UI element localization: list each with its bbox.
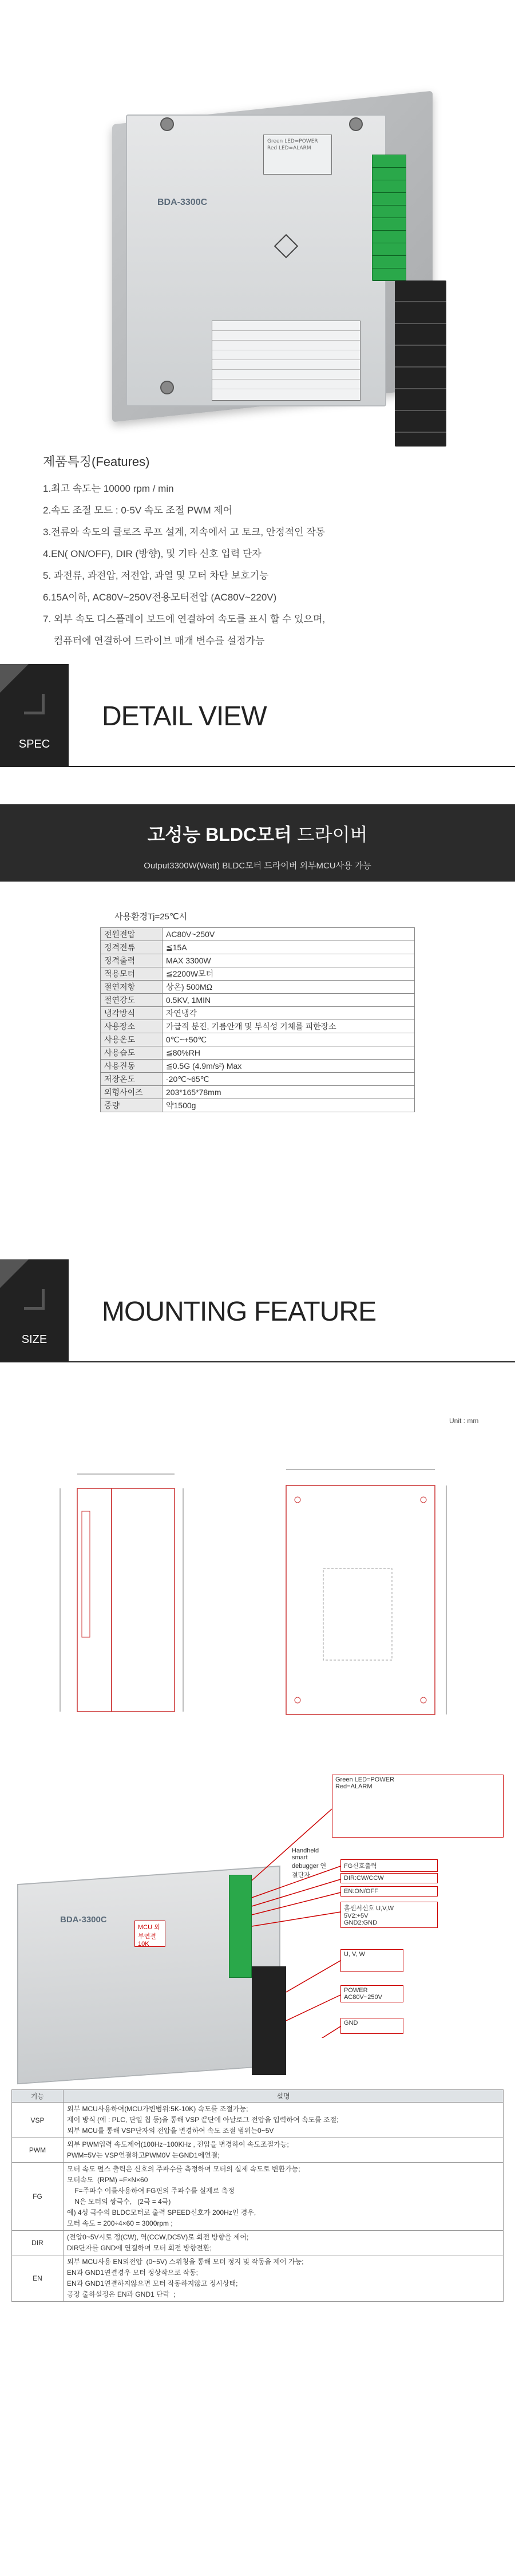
callout-led-line: Red=ALARM bbox=[335, 1783, 373, 1790]
function-row bbox=[12, 2138, 504, 2163]
function-row bbox=[12, 2103, 504, 2138]
spec-key: 사용습도 bbox=[101, 1046, 163, 1060]
function-desc-line: PWM=5V는 VSP연결하고PWM0V 는GND1에연결; bbox=[67, 2151, 220, 2159]
spec-key: 저장온도 bbox=[101, 1073, 163, 1086]
spec-value: 자연냉각 bbox=[163, 1007, 415, 1020]
callout-gnd: GND bbox=[340, 2018, 403, 2034]
wiring-photo bbox=[0, 1775, 515, 2032]
power-terminal-block bbox=[395, 280, 446, 447]
feature-item: 5. 과전류, 과전압, 저전압, 과열 및 모터 차단 보호기능 bbox=[43, 570, 269, 581]
feature-item: 컴퓨터에 연결하여 드라이브 매개 변수를 설정가능 bbox=[43, 635, 265, 646]
function-desc-line: 외부 MCU사용하여(MCU가변범위:5K-10K) 속도를 조절가능; bbox=[67, 2105, 248, 2113]
spec-row bbox=[101, 928, 415, 941]
size-badge bbox=[0, 1259, 69, 1362]
function-desc-line: 예) 4성 극수의 BLDC모터로 출력 SPEED신호가 200Hz인 경우, bbox=[67, 2208, 256, 2217]
function-desc bbox=[64, 2163, 504, 2231]
indicator-line: Red LED=ALARM bbox=[267, 145, 311, 151]
headline-thin: 드라이버 bbox=[291, 824, 368, 845]
feature-item: 7. 외부 속도 디스플레이 보드에 연결하여 속도를 표시 할 수 있으며, bbox=[43, 614, 326, 625]
callout-leader-lines bbox=[0, 1775, 515, 2038]
callout-en: EN:ON/OFF bbox=[340, 1886, 438, 1897]
callout-led-line: Green LED=POWER bbox=[335, 1776, 395, 1783]
divider bbox=[69, 766, 515, 767]
spec-key: 사용진동 bbox=[101, 1060, 163, 1073]
feature-item: 6.15A이하, AC80V~250V전용모터전압 (AC80V~220V) bbox=[43, 592, 277, 603]
function-row bbox=[12, 2255, 504, 2302]
spec-row bbox=[101, 1086, 415, 1099]
headline-title bbox=[0, 804, 515, 847]
function-row bbox=[12, 2163, 504, 2231]
spec-value: ≦2200W모터 bbox=[163, 967, 415, 981]
spec-banner bbox=[0, 664, 515, 767]
indicator-line: Green LED=POWER bbox=[267, 139, 318, 144]
features-title: 제품특징(Features) bbox=[43, 455, 150, 469]
device-model-label: BDA-3300C bbox=[157, 197, 208, 207]
spec-key: 정격출력 bbox=[101, 954, 163, 967]
function-desc bbox=[64, 2138, 504, 2163]
function-key: PWM bbox=[12, 2138, 64, 2163]
spec-row bbox=[101, 994, 415, 1007]
headline-bold: 고성능 BLDC모터 bbox=[147, 824, 292, 845]
screw-icon bbox=[160, 117, 174, 131]
screw-icon bbox=[160, 381, 174, 394]
arrow-icon bbox=[24, 694, 45, 714]
spec-value: AC80V~250V bbox=[163, 928, 415, 941]
spec-key: 사용장소 bbox=[101, 1020, 163, 1033]
spec-value: ≦15A bbox=[163, 941, 415, 954]
spec-value: 0℃~+50℃ bbox=[163, 1033, 415, 1046]
function-desc-line: N은 모터의 쌍극수, (2극 = 4극) bbox=[67, 2198, 171, 2206]
function-desc-line: F=주파수 이를사용하여 FG핀의 주파수를 실제로 측정 bbox=[67, 2187, 235, 2195]
spec-row bbox=[101, 954, 415, 967]
spec-value: 가급적 분진, 기름안개 및 부식성 기체를 피한장소 bbox=[163, 1020, 415, 1033]
side-view-drawing bbox=[54, 1465, 203, 1723]
callout-uvw: U, V, W bbox=[340, 1949, 403, 1972]
screw-icon bbox=[349, 117, 363, 131]
spec-badge-label: SPEC bbox=[18, 738, 50, 750]
spec-value: MAX 3300W bbox=[163, 954, 415, 967]
spec-value: ≦80%RH bbox=[163, 1046, 415, 1060]
spec-key: 사용온도 bbox=[101, 1033, 163, 1046]
function-desc-line: 외부 MCU를 통해 VSP단자의 전압을 변경하여 속도 조절 범위는0~5V bbox=[67, 2127, 274, 2135]
spec-key: 절연저항 bbox=[101, 981, 163, 994]
spec-value: 0.5KV, 1MIN bbox=[163, 994, 415, 1007]
device-spec-plate bbox=[212, 321, 360, 401]
spec-row bbox=[101, 1060, 415, 1073]
indicator-block bbox=[263, 135, 332, 175]
spec-key: 절연강도 bbox=[101, 994, 163, 1007]
environment-note: 사용환경Tj=25℃시 bbox=[114, 912, 188, 922]
spec-value: -20℃~65℃ bbox=[163, 1073, 415, 1086]
function-desc-line: 제어 방식 (예 : PLC, 단일 칩 등)을 통해 VSP 끝단에 아날로그 전압을 입력하여 속도를 조절; bbox=[67, 2116, 339, 2124]
spec-badge bbox=[0, 664, 69, 767]
headline-subtitle: Output3300W(Watt) BLDC모터 드라이버 외부MCU사용 가능 bbox=[144, 861, 371, 871]
spec-value: 약1500g bbox=[163, 1099, 415, 1112]
feature-item: 1.최고 속도는 10000 rpm / min bbox=[43, 483, 174, 494]
spec-key: 중량 bbox=[101, 1099, 163, 1112]
spec-row bbox=[101, 1033, 415, 1046]
function-desc-line: DIR단자를 GND에 연결하여 모터 회전 방향전환; bbox=[67, 2244, 212, 2252]
function-desc-line: 모터속도 (RPM) =F×N×60 bbox=[67, 2176, 148, 2184]
spec-row bbox=[101, 981, 415, 994]
function-desc-line: 외부 PWM입력 속도제어(100Hz~100KHz , 전압을 변경하여 속도조절가능; bbox=[67, 2140, 289, 2148]
spec-row bbox=[101, 1099, 415, 1112]
spec-key: 냉각방식 bbox=[101, 1007, 163, 1020]
size-banner-title: MOUNTING FEATURE bbox=[102, 1297, 377, 1327]
function-table bbox=[11, 2089, 504, 2302]
feature-item: 2.속도 조절 모드 : 0-5V 속도 조절 PWM 제어 bbox=[43, 505, 233, 516]
spec-row bbox=[101, 967, 415, 981]
spec-row bbox=[101, 1020, 415, 1033]
feature-item: 3.전류와 속도의 클로즈 루프 설계, 저속에서 고 토크, 안정적인 작동 bbox=[43, 527, 326, 538]
callout-hall-line: GND2:GND bbox=[344, 1919, 378, 1926]
function-desc-line: (전압0~5V시로 정(CW), 역(CCW,DC5V)로 회전 방향을 제어; bbox=[67, 2233, 249, 2241]
function-desc bbox=[64, 2255, 504, 2302]
function-desc-line: 외부 MCU사용 EN외전압 (0~5V) 스위칭을 통해 모터 정지 및 작동을 제어 가능; bbox=[67, 2258, 304, 2266]
spec-value: 상온) 500MΩ bbox=[163, 981, 415, 994]
callout-hall-line: 홀센서신호 U,V,W bbox=[344, 1905, 394, 1912]
function-key: FG bbox=[12, 2163, 64, 2231]
spec-row bbox=[101, 1007, 415, 1020]
spec-value: 203*165*78mm bbox=[163, 1086, 415, 1099]
size-badge-label: SIZE bbox=[21, 1333, 47, 1346]
function-table-header: 기능 bbox=[12, 2090, 64, 2103]
callout-handheld: Handheld smart debugger 연결단자 bbox=[289, 1846, 335, 1880]
spec-row bbox=[101, 941, 415, 954]
callout-power-line: AC80V~250V bbox=[344, 1994, 382, 2001]
spec-key: 정격전류 bbox=[101, 941, 163, 954]
callout-hall-line: 5V2:+5V bbox=[344, 1913, 369, 1919]
spec-row bbox=[101, 1046, 415, 1060]
spec-row bbox=[101, 1073, 415, 1086]
device-model-label: BDA-3300C bbox=[60, 1915, 107, 1925]
function-key: DIR bbox=[12, 2231, 64, 2255]
unit-label: Unit : mm bbox=[449, 1417, 479, 1425]
spec-key: 전원전압 bbox=[101, 928, 163, 941]
headline-box bbox=[0, 804, 515, 882]
function-desc-line: 모터 속도 = 200÷4×60 = 3000rpm ; bbox=[67, 2219, 173, 2227]
product-hero bbox=[0, 0, 515, 441]
callout-fg: FG신호출력 bbox=[340, 1859, 438, 1872]
spec-value: ≦0.5G (4.9m/s²) Max bbox=[163, 1060, 415, 1073]
spec-table bbox=[100, 927, 415, 1112]
size-banner bbox=[0, 1259, 515, 1362]
function-row bbox=[12, 2231, 504, 2255]
function-key: EN bbox=[12, 2255, 64, 2302]
function-desc-line: 모터 속도 펄스 출력은 신호의 주파수를 측정하여 모터의 실제 속도로 변환가능; bbox=[67, 2165, 300, 2173]
function-desc-line: 공장 출하설정은 EN과 GND1 단락 ; bbox=[67, 2290, 176, 2298]
function-desc-line: EN과 GND1연결하지않으면 모터 작동하지않고 정시상태; bbox=[67, 2279, 238, 2287]
feature-item: 4.EN( ON/OFF), DIR (방향), 및 기타 신호 입력 단자 bbox=[43, 548, 262, 559]
divider bbox=[69, 1361, 515, 1362]
spec-banner-title: DETAIL VIEW bbox=[102, 701, 267, 732]
function-key: VSP bbox=[12, 2103, 64, 2138]
function-desc-line: EN과 GND1연결경우 모터 정상작으로 작동; bbox=[67, 2269, 198, 2277]
function-table-header: 설명 bbox=[64, 2090, 504, 2103]
function-desc bbox=[64, 2103, 504, 2138]
callout-power-line: POWER bbox=[344, 1987, 368, 1994]
features-section bbox=[43, 452, 472, 652]
top-view-drawing bbox=[269, 1463, 458, 1726]
spec-key: 외형사이즈 bbox=[101, 1086, 163, 1099]
callout-dir: DIR:CW/CCW bbox=[340, 1873, 438, 1883]
spec-key: 적용모터 bbox=[101, 967, 163, 981]
signal-terminal-block bbox=[372, 155, 406, 280]
function-desc bbox=[64, 2231, 504, 2255]
arrow-icon bbox=[24, 1289, 45, 1310]
callout-mcu: MCU 외부연결 10K bbox=[134, 1921, 165, 1947]
